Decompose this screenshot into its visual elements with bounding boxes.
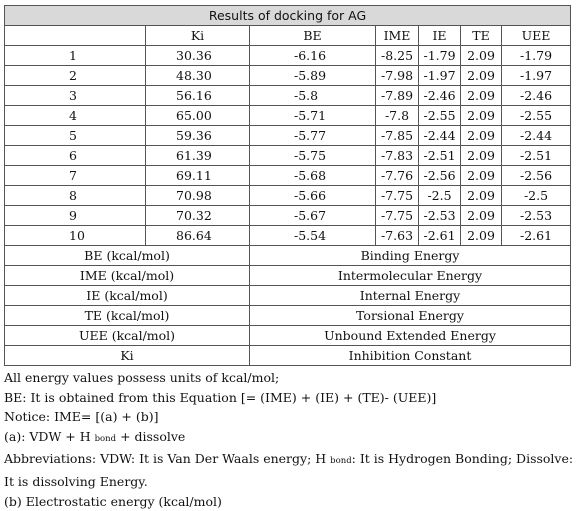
legend-row xyxy=(5,266,571,286)
cell-te: 2.09 xyxy=(461,86,502,106)
docking-results-table xyxy=(4,5,571,366)
table-row xyxy=(5,86,571,106)
cell-index: 9 xyxy=(5,206,146,226)
table-row xyxy=(5,206,571,226)
legend-row xyxy=(5,346,571,366)
legend-abbreviation: IME (kcal/mol) xyxy=(5,266,250,286)
note-abbr-prefix: Abbreviations: VDW: It is Van Der Waals energy; H xyxy=(4,451,327,467)
cell-ime: -7.85 xyxy=(376,126,419,146)
table-title-row xyxy=(5,6,571,26)
note-a-prefix: (a): VDW + H xyxy=(4,428,91,444)
header-cell-be: BE xyxy=(250,26,376,46)
cell-index: 7 xyxy=(5,166,146,186)
note-be-equation: BE: It is obtained from this Equation [= (IME) + (IE) + (TE)- (UEE)] xyxy=(4,389,437,405)
header-cell-ime: IME xyxy=(376,26,419,46)
legend-abbreviation: Ki xyxy=(5,346,250,366)
cell-ime: -7.89 xyxy=(376,86,419,106)
cell-ki: 48.30 xyxy=(146,66,250,86)
cell-uee: -1.97 xyxy=(502,66,571,86)
cell-be: -5.8 xyxy=(250,86,376,106)
note-abbr-suffix: : It is Hydrogen Bonding; Dissolve: It is dissolving Energy. xyxy=(4,451,574,489)
cell-ie: -2.61 xyxy=(419,226,461,246)
table-header-row xyxy=(5,26,571,46)
cell-index: 10 xyxy=(5,226,146,246)
table-row xyxy=(5,226,571,246)
legend-definition: Torsional Energy xyxy=(250,306,571,326)
note-abbreviations xyxy=(4,449,574,491)
cell-ki: 86.64 xyxy=(146,226,250,246)
cell-ime: -7.75 xyxy=(376,206,419,226)
note-abbr-subscript: bond xyxy=(330,456,352,467)
cell-index: 6 xyxy=(5,146,146,166)
cell-te: 2.09 xyxy=(461,46,502,66)
cell-te: 2.09 xyxy=(461,186,502,206)
cell-ime: -7.98 xyxy=(376,66,419,86)
legend-definition: Binding Energy xyxy=(250,246,571,266)
legend-row xyxy=(5,286,571,306)
cell-uee: -2.44 xyxy=(502,126,571,146)
cell-index: 3 xyxy=(5,86,146,106)
cell-uee: -2.56 xyxy=(502,166,571,186)
cell-index: 5 xyxy=(5,126,146,146)
cell-ie: -2.51 xyxy=(419,146,461,166)
cell-ime: -7.75 xyxy=(376,186,419,206)
table-title: Results of docking for AG xyxy=(5,6,571,26)
header-cell-ki: Ki xyxy=(146,26,250,46)
cell-ie: -2.55 xyxy=(419,106,461,126)
table-row xyxy=(5,106,571,126)
cell-ki: 70.98 xyxy=(146,186,250,206)
header-cell-uee: UEE xyxy=(502,26,571,46)
cell-te: 2.09 xyxy=(461,226,502,246)
cell-be: -5.75 xyxy=(250,146,376,166)
cell-ki: 56.16 xyxy=(146,86,250,106)
cell-te: 2.09 xyxy=(461,146,502,166)
cell-ie: -2.44 xyxy=(419,126,461,146)
legend-abbreviation: TE (kcal/mol) xyxy=(5,306,250,326)
note-units: All energy values possess units of kcal/mol; xyxy=(4,370,280,385)
table-row xyxy=(5,46,571,66)
cell-be: -5.71 xyxy=(250,106,376,126)
cell-index: 1 xyxy=(5,46,146,66)
cell-uee: -2.46 xyxy=(502,86,571,106)
legend-row xyxy=(5,246,571,266)
legend-row xyxy=(5,306,571,326)
note-a-definition xyxy=(4,427,574,450)
cell-ie: -1.97 xyxy=(419,66,461,86)
legend-definition: Unbound Extended Energy xyxy=(250,326,571,346)
cell-te: 2.09 xyxy=(461,106,502,126)
note-b-definition: (b) Electrostatic energy (kcal/mol) xyxy=(4,493,222,509)
cell-te: 2.09 xyxy=(461,66,502,86)
cell-ki: 61.39 xyxy=(146,146,250,166)
legend-abbreviation: IE (kcal/mol) xyxy=(5,286,250,306)
cell-ime: -8.25 xyxy=(376,46,419,66)
legend-definition: Internal Energy xyxy=(250,286,571,306)
cell-te: 2.09 xyxy=(461,206,502,226)
cell-be: -5.67 xyxy=(250,206,376,226)
header-cell-ie: IE xyxy=(419,26,461,46)
table-notes xyxy=(4,368,574,511)
cell-uee: -2.51 xyxy=(502,146,571,166)
cell-ie: -2.53 xyxy=(419,206,461,226)
cell-ime: -7.63 xyxy=(376,226,419,246)
cell-uee: -1.79 xyxy=(502,46,571,66)
cell-uee: -2.55 xyxy=(502,106,571,126)
legend-definition: Inhibition Constant xyxy=(250,346,571,366)
cell-index: 8 xyxy=(5,186,146,206)
cell-index: 2 xyxy=(5,66,146,86)
note-a-subscript: bond xyxy=(94,433,117,444)
table-row xyxy=(5,66,571,86)
cell-ki: 65.00 xyxy=(146,106,250,126)
cell-uee: -2.61 xyxy=(502,226,571,246)
cell-ie: -2.5 xyxy=(419,186,461,206)
cell-ki: 69.11 xyxy=(146,166,250,186)
cell-ime: -7.8 xyxy=(376,106,419,126)
cell-be: -5.66 xyxy=(250,186,376,206)
cell-te: 2.09 xyxy=(461,126,502,146)
table-row xyxy=(5,126,571,146)
cell-ie: -1.79 xyxy=(419,46,461,66)
cell-be: -6.16 xyxy=(250,46,376,66)
document xyxy=(4,5,574,511)
cell-ki: 70.32 xyxy=(146,206,250,226)
cell-be: -5.54 xyxy=(250,226,376,246)
cell-uee: -2.53 xyxy=(502,206,571,226)
table-row xyxy=(5,146,571,166)
cell-ime: -7.83 xyxy=(376,146,419,166)
note-a-suffix: + dissolve xyxy=(120,428,186,444)
legend-abbreviation: UEE (kcal/mol) xyxy=(5,326,250,346)
note-ime-notice: Notice: IME= [(a) + (b)] xyxy=(4,409,159,425)
cell-ime: -7.76 xyxy=(376,166,419,186)
cell-ie: -2.56 xyxy=(419,166,461,186)
cell-index: 4 xyxy=(5,106,146,126)
legend-abbreviation: BE (kcal/mol) xyxy=(5,246,250,266)
header-cell-te: TE xyxy=(461,26,502,46)
cell-be: -5.89 xyxy=(250,66,376,86)
legend-row xyxy=(5,326,571,346)
legend-definition: Intermolecular Energy xyxy=(250,266,571,286)
cell-be: -5.77 xyxy=(250,126,376,146)
table-row xyxy=(5,186,571,206)
table-row xyxy=(5,166,571,186)
cell-ie: -2.46 xyxy=(419,86,461,106)
cell-ki: 59.36 xyxy=(146,126,250,146)
cell-be: -5.68 xyxy=(250,166,376,186)
cell-uee: -2.5 xyxy=(502,186,571,206)
cell-te: 2.09 xyxy=(461,166,502,186)
cell-ki: 30.36 xyxy=(146,46,250,66)
header-cell-index xyxy=(5,26,146,46)
